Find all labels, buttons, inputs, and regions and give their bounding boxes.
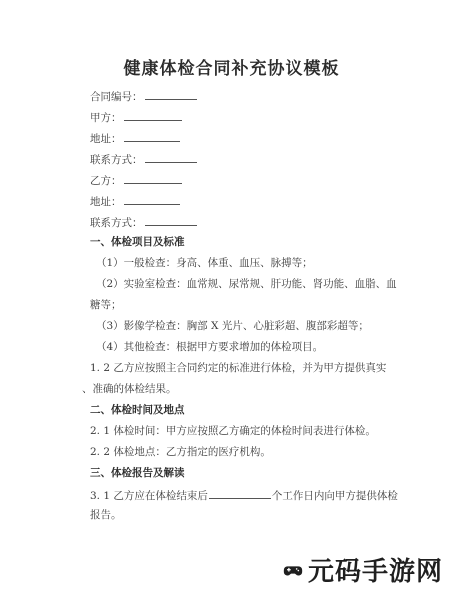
field-party-b-contact	[90, 214, 197, 230]
field-contract-number	[90, 88, 197, 104]
watermark-text: 元码手游网	[307, 557, 443, 587]
field-blank	[124, 109, 182, 121]
clause-3-1-after: 个工作日内向甲方提供体检	[271, 490, 398, 502]
field-party-b	[90, 172, 182, 188]
section-heading-1: 一、体检项目及标准	[90, 236, 185, 248]
field-blank	[145, 88, 197, 100]
field-blank	[124, 172, 182, 184]
field-label: 联系方式：	[90, 217, 143, 229]
field-party-a	[90, 109, 182, 125]
section1-item4: （4）其他检查：根据甲方要求增加的体检项目。	[96, 341, 324, 353]
field-party-a-address	[90, 130, 180, 146]
field-blank	[145, 151, 197, 163]
section1-item3: （3）影像学检查：胸部 X 光片、心脏彩超、腹部彩超等；	[96, 320, 369, 332]
field-label: 甲方：	[90, 112, 122, 124]
section-heading-2: 二、体检时间及地点	[90, 404, 185, 416]
clause-2-2: 2. 2 体检地点：乙方指定的医疗机构。	[90, 446, 271, 458]
section-heading-3: 三、体检报告及解读	[90, 467, 185, 479]
clause-2-1: 2. 1 体检时间：甲方应按照乙方确定的体检时间表进行体检。	[90, 425, 376, 437]
section1-item2-line2: 糖等；	[90, 299, 122, 311]
field-label: 地址：	[90, 196, 122, 208]
watermark	[282, 551, 443, 588]
game-controller-icon	[282, 559, 304, 581]
document-title: 健康体检合同补充协议模板	[123, 59, 340, 79]
field-blank	[124, 130, 180, 142]
clause-3-1-line2: 报告。	[90, 509, 122, 521]
field-party-b-address	[90, 193, 180, 209]
field-blank	[145, 214, 197, 226]
field-label: 合同编号：	[90, 91, 143, 103]
clause-3-1-before: 3. 1 乙方应在体检结束后	[90, 490, 208, 502]
field-blank	[124, 193, 180, 205]
clause-1-2-line2: 、准确的体检结果。	[82, 383, 177, 395]
section1-item2-line1: （2）实验室检查：血常规、尿常规、肝功能、肾功能、血脂、血	[96, 278, 397, 290]
field-label: 联系方式：	[90, 154, 143, 166]
clause-3-1-blank	[209, 487, 271, 499]
clause-1-2-line1: 1. 2 乙方应按照主合同约定的标准进行体检，并为甲方提供真实	[90, 362, 387, 374]
clause-3-1-line1	[90, 487, 398, 503]
field-party-a-contact	[90, 151, 197, 167]
field-label: 地址：	[90, 133, 122, 145]
field-label: 乙方：	[90, 175, 122, 187]
section1-item1: （1）一般检查：身高、体重、血压、脉搏等；	[96, 257, 313, 269]
